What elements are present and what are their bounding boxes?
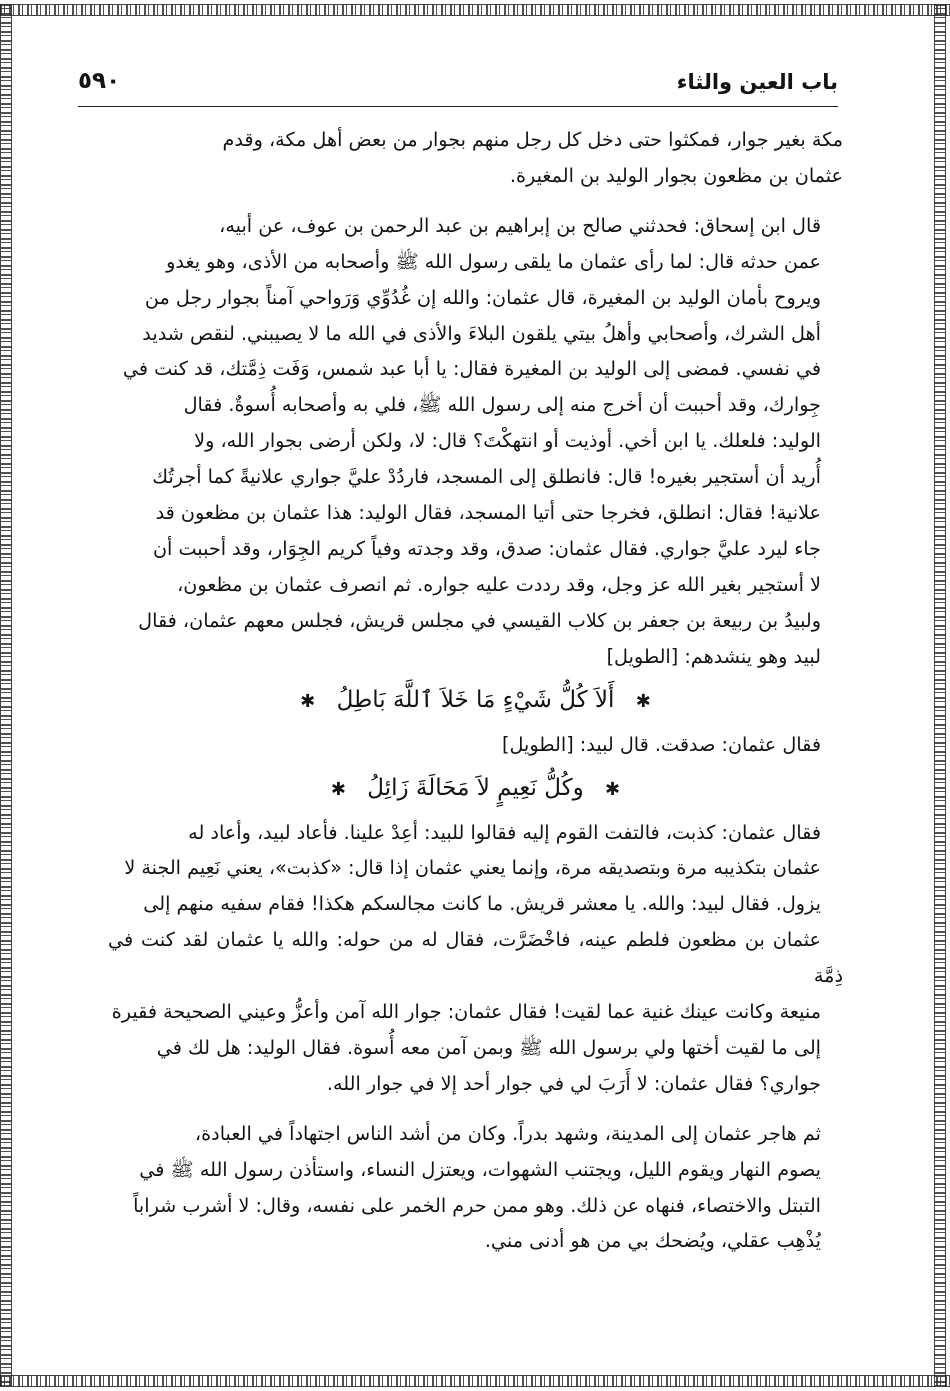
text-line: في نفسي. فمضى إلى الوليد بن المغيرة فقال: يا أبا عبد شمس، وَفَت ذِمَّتك، قد كنت في	[122, 357, 821, 381]
page-frame-left	[0, 4, 12, 1387]
star-icon: ✱	[300, 690, 316, 712]
text-line: إلى ما لقيت أختها ولي برسول الله ﷺ وبمن آمن معه أُسوة. فقال الوليد: هل لك في	[156, 1035, 821, 1059]
text-line: منيعة وكانت عينك غنية عما لقيت! فقال عثمان: جوار الله آمن وأعزُّ وعيني الصحيحة فقيرة	[111, 1000, 821, 1024]
text-line: عمن حدثه قال: لما رأى عثمان ما يلقى رسول الله ﷺ وأصحابه من الأذى، وهو يغدو	[166, 249, 821, 273]
text-line: فقال عثمان: صدقت. قال لبيد: [الطويل]	[502, 732, 821, 756]
text-line: يزول. فقال لبيد: والله. يا معشر قريش. ما كانت مجالسكم هكذا! فقام سفيه منهم إلى	[143, 892, 821, 916]
text-line: قال ابن إسحاق: فحدثني صالح بن إبراهيم بن عبد الرحمن بن عوف، عن أبيه،	[219, 213, 821, 237]
paragraph-1	[108, 122, 843, 194]
star-icon: ✱	[635, 690, 651, 712]
text-line: علانية! فقال: انطلق، فخرجا حتى أتيا المسجد، فقال الوليد: هذا عثمان بن مظعون قد	[155, 501, 821, 525]
paragraph-4	[108, 1116, 843, 1260]
text-line: ثم هاجر عثمان إلى المدينة، وشهد بدراً. وكان من أشد الناس اجتهاداً في العبادة،	[194, 1121, 821, 1145]
page-body	[108, 122, 843, 1259]
page-frame-bottom	[0, 1375, 950, 1387]
paragraph-2	[108, 208, 843, 675]
text-line: فقال عثمان: كذبت، فالتفت القوم إليه فقالوا للبيد: أعِدْ علينا. فأعاد لبيد، وأعاد له	[188, 820, 821, 844]
text-line: يصوم النهار ويقوم الليل، ويجتنب الشهوات، ويعتزل النساء، واستأذن رسول الله ﷺ في	[139, 1157, 821, 1181]
chapter-title: باب العين والثاء	[676, 70, 838, 94]
verse-text: وكُلُّ نَعِيمٍ لاَ مَحَالَةَ زَائِلُ	[367, 774, 584, 801]
text-line: يُذْهِب عقلي، ويُضحك بي من هو أدنى مني.	[484, 1229, 821, 1253]
mid-line	[108, 727, 843, 763]
running-header	[78, 60, 838, 107]
page-frame-right	[934, 4, 946, 1387]
page-frame-top	[0, 4, 950, 16]
text-line: جواري؟ فقال عثمان: لا أَرَبَ لي في جوار أحد إلا في جوار الله.	[326, 1071, 821, 1095]
page-number: ٥٩٠	[78, 68, 121, 94]
star-icon: ✱	[330, 778, 346, 800]
text-line: أُريد أن أستجير بغيره! قال: فانطلق إلى المسجد، فاردُدْ عليَّ جواري علانيةً كما أجرتُك	[152, 465, 821, 489]
verse-2	[108, 765, 843, 813]
text-line: التبتل والاختصاء، فنهاه عن ذلك. وهو ممن حرم الخمر على نفسه، وقال: لا أشرب شراباً	[133, 1193, 821, 1217]
text-line: لبيد وهو ينشدهم: [الطويل]	[606, 644, 821, 668]
star-icon: ✱	[605, 778, 621, 800]
text-line: ولبيدُ بن ربيعة بن جعفر بن كلاب القيسي في مجلس قريش، فجلس معهم عثمان، فقال	[138, 608, 821, 632]
verse-text: أَلاَ كُلُّ شَيْءٍ مَا خَلاَ ٱللَّهَ بَاطِلُ	[336, 686, 615, 713]
verse-1	[108, 677, 843, 725]
text-line: جاء ليرد عليَّ جواري. فقال عثمان: صدق، وقد وجدته وفياً كريم الجِوَار، وقد أحببت أن	[152, 536, 821, 560]
paragraph-3	[108, 815, 843, 1102]
text-line: مكة بغير جوار، فمكثوا حتى دخل كل رجل منهم بجوار من بعض أهل مكة، وقدم	[222, 128, 843, 151]
text-line: ويروح بأمان الوليد بن المغيرة، قال عثمان: والله إن غُدُوِّي وَرَواحي آمناً بجوار رجل من	[144, 285, 821, 309]
text-line: جِوارك، وقد أحببت أن أخرج منه إلى رسول الله ﷺ، فلي به وأصحابه أُسوةٌ. فقال	[183, 393, 821, 417]
text-line: عثمان بتكذيبه مرة وبتصديقه مرة، وإنما يعني عثمان إذا قال: «كذبت»، يعني نَعِيم الجنة لا	[124, 856, 821, 880]
text-line: الوليد: فلعلك. يا ابن أخي. أوذيت أو انتهكْتَ؟ قال: لا، ولكن أرضى بجوار الله، ولا	[194, 429, 821, 453]
text-line: عثمان بن مظعون بجوار الوليد بن المغيرة.	[509, 163, 843, 187]
text-line: لا أستجير بغير الله عز وجل، وقد رددت عليه جواره. ثم انصرف عثمان بن مظعون،	[177, 572, 821, 596]
text-line: عثمان بن مظعون فلطم عينه، فاخْضَرَّت، فقال له من حوله: والله يا عثمان لقد كنت في ذِمَّة	[108, 928, 843, 988]
text-line: أهل الشرك، وأصحابي وأهلُ بيتي يلقون البلاءَ والأذى في الله ما لا يصيبني. لنقص شديد	[142, 321, 821, 345]
